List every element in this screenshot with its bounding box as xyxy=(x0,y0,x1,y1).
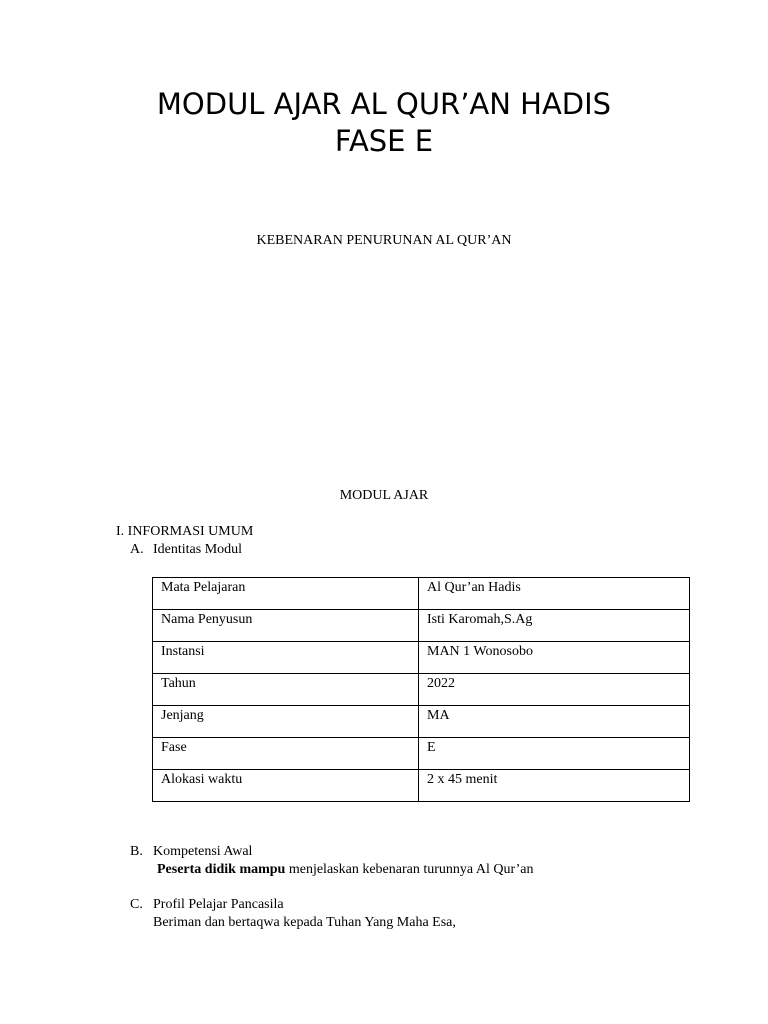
modul-heading: MODUL AJAR xyxy=(339,488,429,503)
list-marker: A. xyxy=(130,542,144,557)
kompetensi-awal-text xyxy=(157,862,534,878)
document-title xyxy=(0,86,768,160)
table-value: 2 x 45 menit xyxy=(419,770,690,802)
profil-pelajar-text: Beriman dan bertaqwa kepada Tuhan Yang Maha Esa, xyxy=(153,915,456,930)
table-row xyxy=(153,706,690,738)
table-row xyxy=(153,578,690,610)
title-line-2: FASE E xyxy=(334,124,434,158)
document-subtitle: KEBENARAN PENURUNAN AL QUR’AN xyxy=(256,233,512,248)
table-row xyxy=(153,642,690,674)
table-row xyxy=(153,770,690,802)
list-marker: B. xyxy=(130,844,143,859)
subsection-kompetensi-awal xyxy=(130,844,252,860)
table-value: MA xyxy=(419,706,690,738)
table-value: Isti Karomah,S.Ag xyxy=(419,610,690,642)
bold-phrase: Peserta didik mampu xyxy=(157,862,286,877)
table-row xyxy=(153,610,690,642)
table-key: Jenjang xyxy=(153,706,419,738)
table-key: Mata Pelajaran xyxy=(153,578,419,610)
table-value: 2022 xyxy=(419,674,690,706)
table-key: Tahun xyxy=(153,674,419,706)
table-key: Nama Penyusun xyxy=(153,610,419,642)
table-value: Al Qur’an Hadis xyxy=(419,578,690,610)
table-row xyxy=(153,738,690,770)
body-text: menjelaskan kebenaran turunnya Al Qur’an xyxy=(285,862,534,877)
list-marker: C. xyxy=(130,897,143,912)
subsection-label: Kompetensi Awal xyxy=(153,844,253,859)
table-row xyxy=(153,674,690,706)
table-value: MAN 1 Wonosobo xyxy=(419,642,690,674)
table-key: Alokasi waktu xyxy=(153,770,419,802)
table-key: Fase xyxy=(153,738,419,770)
identitas-modul-table xyxy=(152,577,690,802)
subsection-profil-pelajar xyxy=(130,897,284,913)
title-line-1: MODUL AJAR AL QUR’AN HADIS xyxy=(156,87,612,121)
subsection-label: Profil Pelajar Pancasila xyxy=(153,897,284,912)
table-key: Instansi xyxy=(153,642,419,674)
subsection-identitas-modul xyxy=(130,542,242,558)
subsection-label: Identitas Modul xyxy=(153,542,243,557)
table-value: E xyxy=(419,738,690,770)
section-informasi-umum: I. INFORMASI UMUM xyxy=(116,524,254,539)
